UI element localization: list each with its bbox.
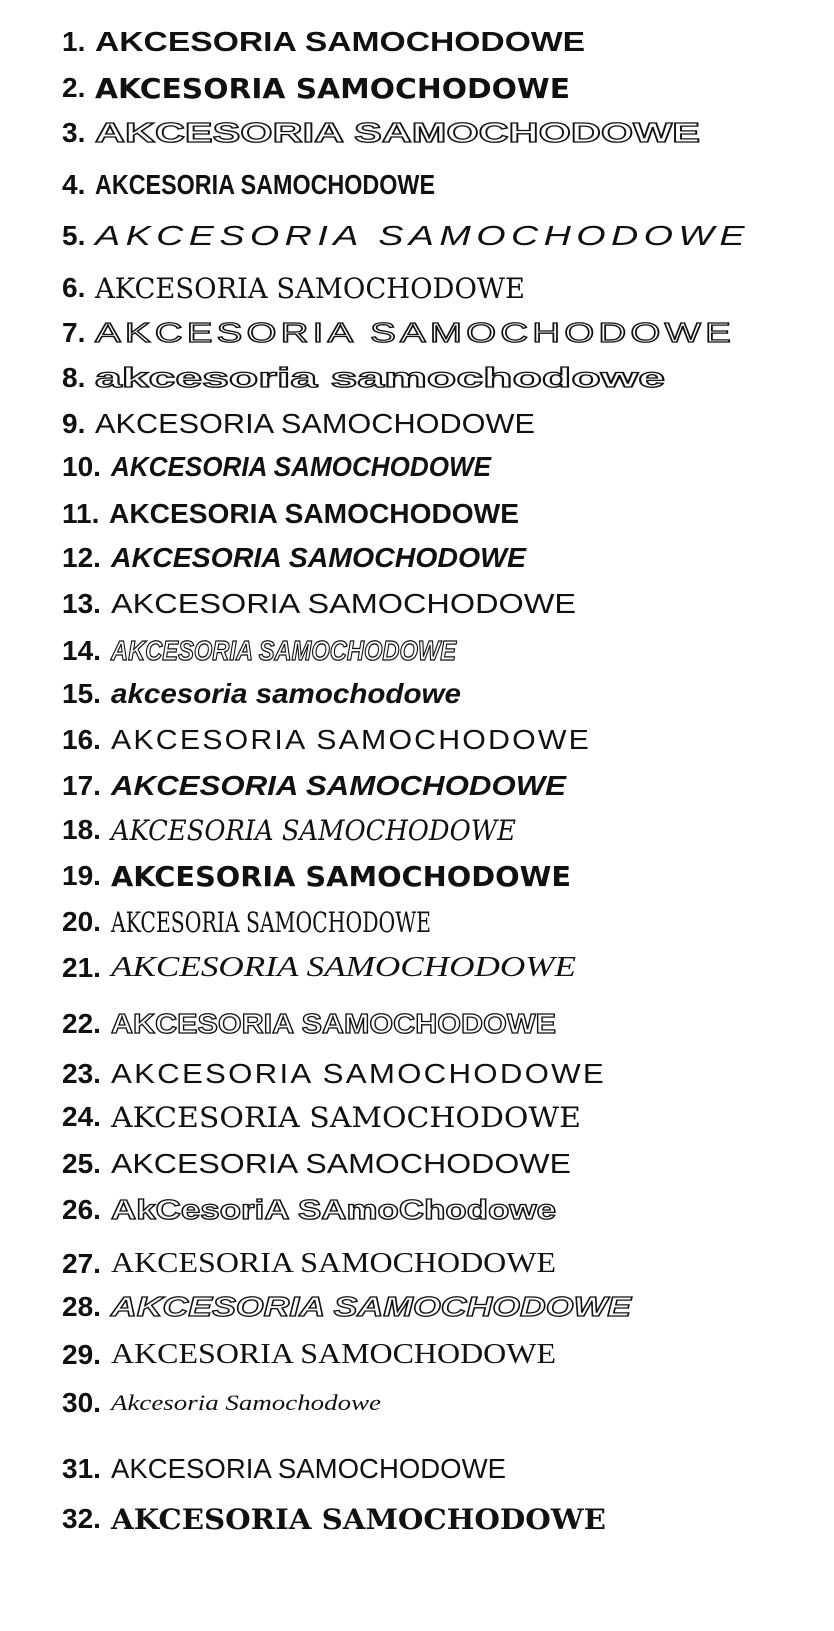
font-sample-row	[62, 1097, 581, 1137]
sample-text: Akcesoria Samochodowe	[110, 1390, 381, 1415]
sample-number: 5.	[62, 220, 86, 251]
sample-number: 13.	[62, 588, 101, 619]
sample-text: AKCESORIA SAMOCHODOWE	[110, 1502, 606, 1536]
sample-text: AKCESORIA SAMOCHODOWE	[110, 1339, 556, 1370]
font-sample-row	[62, 674, 461, 714]
sample-number: 32.	[62, 1503, 101, 1534]
font-sample-row	[62, 494, 520, 534]
sample-number: 10.	[62, 451, 101, 482]
sample-number: 23.	[62, 1058, 101, 1089]
sample-number: 8.	[62, 362, 86, 393]
sample-text: AKCESORIA SAMOCHODOWE	[110, 770, 566, 801]
sample-text: AKCESORIA SAMOCHODOWE	[110, 859, 571, 893]
sample-number: 27.	[62, 1248, 101, 1279]
sample-number: 26.	[62, 1194, 101, 1225]
font-sample-row	[62, 165, 503, 205]
sample-text: AKCESORIA SAMOCHODOWE	[110, 1148, 571, 1179]
sample-text: AKCESORIA SAMOCHODOWE	[109, 498, 520, 529]
font-sample-row	[62, 720, 591, 760]
font-sample-row	[62, 1144, 571, 1184]
font-sample-row	[62, 113, 701, 153]
sample-text: AKCESORIA SAMOCHODOWE	[110, 451, 491, 482]
font-sample-row	[62, 268, 535, 308]
font-sample-row	[62, 584, 576, 624]
font-sample-row	[62, 22, 586, 62]
font-sample-row	[62, 1383, 381, 1423]
sample-text: AKCESORIA SAMOCHODOWE	[95, 271, 526, 305]
font-sample-row	[62, 902, 551, 942]
sample-text: akcesoria samochodowe	[95, 362, 666, 393]
sample-number: 2.	[62, 72, 86, 103]
font-sample-row	[62, 1449, 512, 1489]
sample-number: 11.	[62, 498, 100, 529]
sample-text: AKCESORIA SAMOCHODOWE	[95, 169, 436, 200]
sample-text: AKCESORIA SAMOCHODOWE	[110, 635, 456, 666]
sample-number: 12.	[62, 542, 101, 573]
sample-text: AKCESORIA SAMOCHODOWE	[110, 724, 591, 755]
sample-number: 28.	[62, 1291, 101, 1322]
sample-text: AKCESORIA SAMOCHODOWE	[110, 952, 576, 983]
sample-text: AKCESORIA SAMOCHODOWE	[95, 117, 701, 148]
sample-number: 9.	[62, 408, 86, 439]
font-sample-row	[62, 810, 551, 850]
sample-text: AKCESORIA SAMOCHODOWE	[110, 1453, 506, 1484]
sample-number: 16.	[62, 724, 101, 755]
sample-text: AKCESORIA SAMOCHODOWE	[110, 1291, 631, 1322]
sample-text: AKCESORIA SAMOCHODOWE	[110, 1058, 606, 1089]
font-sample-row	[62, 1004, 556, 1044]
sample-text: AKCESORIA SAMOCHODOWE	[110, 905, 431, 939]
sample-text: AKCESORIA SAMOCHODOWE	[110, 588, 576, 619]
sample-number: 19.	[62, 860, 101, 891]
sample-text: akcesoria samochodowe	[110, 678, 461, 709]
sample-text: AkCesoriA SAmoChodowe	[110, 1194, 556, 1225]
font-sample-row	[62, 856, 571, 896]
font-sample-row	[62, 313, 736, 353]
font-sample-row	[62, 68, 571, 108]
sample-number: 25.	[62, 1148, 101, 1179]
font-sample-row	[62, 948, 576, 988]
sample-text: AKCESORIA SAMOCHODOWE	[95, 408, 536, 439]
sample-number: 3.	[62, 117, 86, 148]
sample-number: 30.	[62, 1387, 101, 1418]
font-sample-row	[62, 1244, 556, 1284]
sample-number: 29.	[62, 1339, 101, 1370]
font-sample-row	[62, 1335, 556, 1375]
font-sample-row	[62, 1499, 606, 1539]
sample-text: AKCESORIA SAMOCHODOWE	[95, 26, 586, 57]
sample-number: 20.	[62, 906, 101, 937]
sample-text: AKCESORIA SAMOCHODOWE	[110, 1248, 556, 1279]
font-sample-row	[62, 631, 519, 671]
sample-text: AKCESORIA SAMOCHODOWE	[110, 542, 526, 573]
sample-number: 6.	[62, 272, 86, 303]
font-sample-row	[62, 1054, 606, 1094]
sample-text: AKCESORIA SAMOCHODOWE	[110, 1008, 556, 1039]
sample-text: AKCESORIA SAMOCHODOWE	[95, 220, 751, 251]
sample-number: 15.	[62, 678, 101, 709]
font-sample-row	[62, 1287, 631, 1327]
sample-number: 17.	[62, 770, 101, 801]
sample-number: 31.	[62, 1453, 101, 1484]
font-sample-row	[62, 404, 536, 444]
sample-text: AKCESORIA SAMOCHODOWE	[110, 1100, 581, 1134]
font-sample-row	[62, 1190, 556, 1230]
sample-number: 22.	[62, 1008, 101, 1039]
sample-number: 14.	[62, 635, 101, 666]
font-sample-row	[62, 358, 666, 398]
sample-number: 18.	[62, 814, 101, 845]
sample-text: AKCESORIA SAMOCHODOWE	[95, 317, 736, 348]
sample-number: 1.	[62, 26, 86, 57]
font-sample-row	[62, 216, 751, 256]
sample-number: 7.	[62, 317, 86, 348]
sample-number: 21.	[62, 952, 101, 983]
font-sample-row	[62, 766, 566, 806]
sample-text: AKCESORIA SAMOCHODOWE	[95, 71, 571, 105]
sample-text: AKCESORIA SAMOCHODOWE	[110, 813, 516, 847]
sample-number: 24.	[62, 1101, 101, 1132]
sample-number: 4.	[62, 169, 86, 200]
font-sample-row	[62, 538, 526, 578]
font-sample-row	[62, 447, 519, 487]
